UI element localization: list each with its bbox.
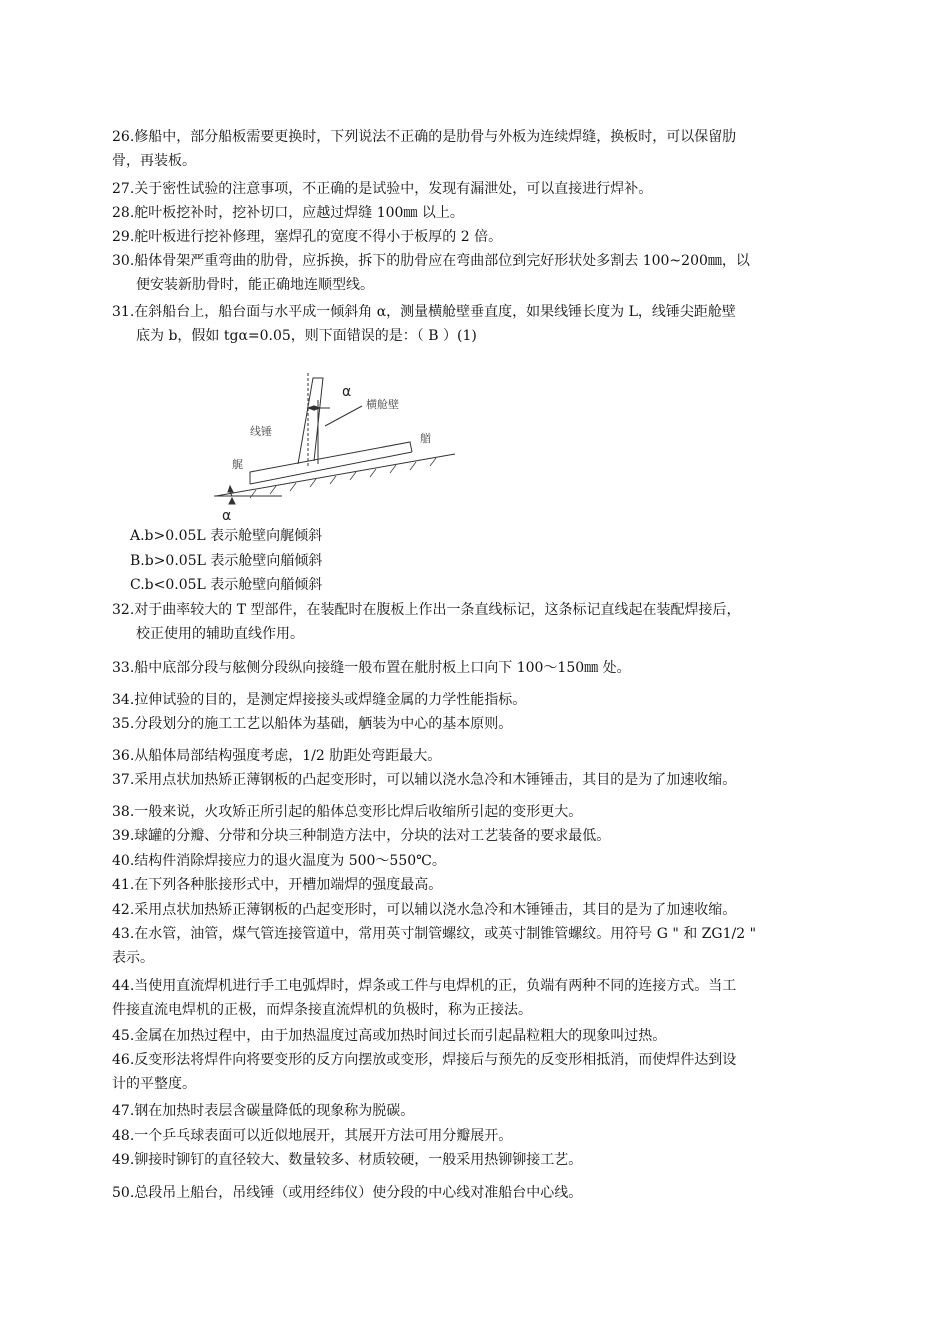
question-32: [112, 598, 850, 646]
question-36: [112, 744, 850, 768]
line: 39.球罐的分瓣、分带和分块三种制造方法中，分块的法对工艺装备的要求最低。: [112, 828, 611, 844]
question-29: [112, 225, 850, 249]
line: 41.在下列各种胀接形式中，开槽加端焊的强度最高。: [112, 877, 443, 893]
line: 45.金属在加热过程中，由于加热温度过高或加热时间过长而引起晶粒粗大的现象叫过热。: [112, 1028, 667, 1044]
line: 50.总段吊上船台，吊线锤（或用经纬仪）使分段的中心线对准船台中心线。: [112, 1185, 583, 1201]
question-35: [112, 712, 850, 736]
line: 37.采用点状加热矫正薄钢板的凸起变形时，可以辅以浇水急冷和木锤锤击，其目的是为了加速收缩。: [112, 772, 737, 788]
question-49: [112, 1148, 850, 1172]
option-a: A.b>0.05L 表示舱壁向艉倾斜: [130, 528, 323, 544]
question-48: [112, 1124, 850, 1148]
bulkhead: [298, 378, 323, 464]
line: 27.关于密性试验的注意事项，不正确的是试验中，发现有漏泄处，可以直接进行焊补。: [112, 181, 653, 197]
question-34: [112, 688, 850, 712]
line: 28.舵叶板挖补时，挖补切口，应越过焊缝 100㎜ 以上。: [112, 205, 464, 221]
question-27: [112, 177, 850, 201]
question-43: [112, 922, 850, 970]
question-47: [112, 1099, 850, 1123]
label-bow: 艏: [420, 432, 431, 445]
line: 44.当使用直流焊机进行手工电弧焊时，焊条或工件与电焊机的正，负端有两种不同的连接方式。当工: [112, 978, 737, 994]
question-45: [112, 1024, 850, 1048]
line: 47.钢在加热时表层含碳量降低的现象称为脱碳。: [112, 1103, 415, 1119]
line-cont: 底为 b，假如 tgα=0.05，则下面错误的是：（ B ）(1): [136, 328, 477, 344]
line-cont: 件接直流电焊机的正极，而焊条接直流焊机的负极时，称为正接法。: [112, 1002, 532, 1018]
label-stern: 艉: [232, 458, 243, 471]
line: 40.结构件消除焊接应力的退火温度为 500～550℃。: [112, 853, 446, 869]
line-cont: 骨，再装板。: [112, 153, 196, 169]
slipway-diagram: [210, 368, 470, 528]
label-bulkhead: 横舱壁: [366, 398, 399, 411]
line-cont: 计的平整度。: [112, 1076, 196, 1092]
slipway-line: [216, 454, 455, 496]
alpha-top: α: [342, 384, 352, 400]
line: 43.在水管，油管，煤气管连接管道中，常用英寸制管螺纹，或英寸制锥管螺纹。用符号 G " 和 ZG1/2 ": [112, 926, 757, 942]
question-50: [112, 1181, 850, 1205]
question-39: [112, 824, 850, 848]
option-c: C.b<0.05L 表示舱壁向艏倾斜: [130, 577, 323, 593]
line-cont: 校正使用的辅助直线作用。: [136, 626, 304, 642]
line: 35.分段划分的施工工艺以船体为基础，舾装为中心的基本原则。: [112, 716, 513, 732]
line: 49.铆接时铆钉的直径较大、数量较多、材质较硬，一般采用热铆铆接工艺。: [112, 1152, 583, 1168]
option-b: B.b>0.05L 表示舱壁向艏倾斜: [130, 553, 323, 569]
line: 34.拉伸试验的目的，是测定焊接接头或焊缝金属的力学性能指标。: [112, 692, 527, 708]
line: 48.一个乒乓球表面可以近似地展开，其展开方法可用分瓣展开。: [112, 1128, 513, 1144]
line-cont: 便安装新肋骨时，能正确地连顺型线。: [136, 277, 374, 293]
line-cont: 表示。: [112, 950, 154, 966]
question-37: [112, 768, 850, 792]
question-30: [112, 249, 850, 297]
question-38: [112, 800, 850, 824]
question-31: [112, 300, 850, 348]
label-plumb: 线锤: [250, 425, 272, 438]
line: 42.采用点状加热矫正薄钢板的凸起变形时，可以辅以浇水急冷和木锤锤击，其目的是为了加速收缩。: [112, 902, 737, 918]
hull-bottom: [250, 442, 412, 484]
alpha-bottom: α: [222, 508, 232, 524]
line: 30.船体骨架严重弯曲的肋骨，应拆换，拆下的肋骨应在弯曲部位到完好形状处多割去 100~200㎜，以: [112, 253, 750, 269]
question-40: [112, 849, 850, 873]
question-33: [112, 656, 850, 680]
line: 33.船中底部分段与舷侧分段纵向接缝一般布置在舭肘板上口向下 100～150㎜ 处。: [112, 660, 631, 676]
line: 38.一般来说，火攻矫正所引起的船体总变形比焊后收缩所引起的变形更大。: [112, 804, 583, 820]
line: 31.在斜船台上，船台面与水平成一倾斜角 α，测量横舱壁垂直度，如果线锤长度为 L，线锤尖距舱壁: [112, 304, 736, 320]
question-28: [112, 201, 850, 225]
question-41: [112, 873, 850, 897]
question-46: [112, 1048, 850, 1096]
line: 26.修船中，部分船板需要更换时，下列说法不正确的是肋骨与外板为连续焊缝，换板时，可以保留肋: [112, 129, 737, 145]
question-42: [112, 898, 850, 922]
line: 36.从船体局部结构强度考虑，1/2 肋距处弯距最大。: [112, 748, 442, 764]
question-44: [112, 974, 850, 1022]
line: 32.对于曲率较大的 T 型部件，在装配时在腹板上作出一条直线标记，这条标记直线起在装配焊接后，: [112, 602, 741, 618]
line: 46.反变形法将焊件向将要变形的反方向摆放或变形，焊接后与预先的反变形相抵消，而使焊件达到设: [112, 1052, 737, 1068]
line: 29.舵叶板进行挖补修理，塞焊孔的宽度不得小于板厚的 2 倍。: [112, 229, 503, 245]
question-26: [112, 125, 850, 173]
